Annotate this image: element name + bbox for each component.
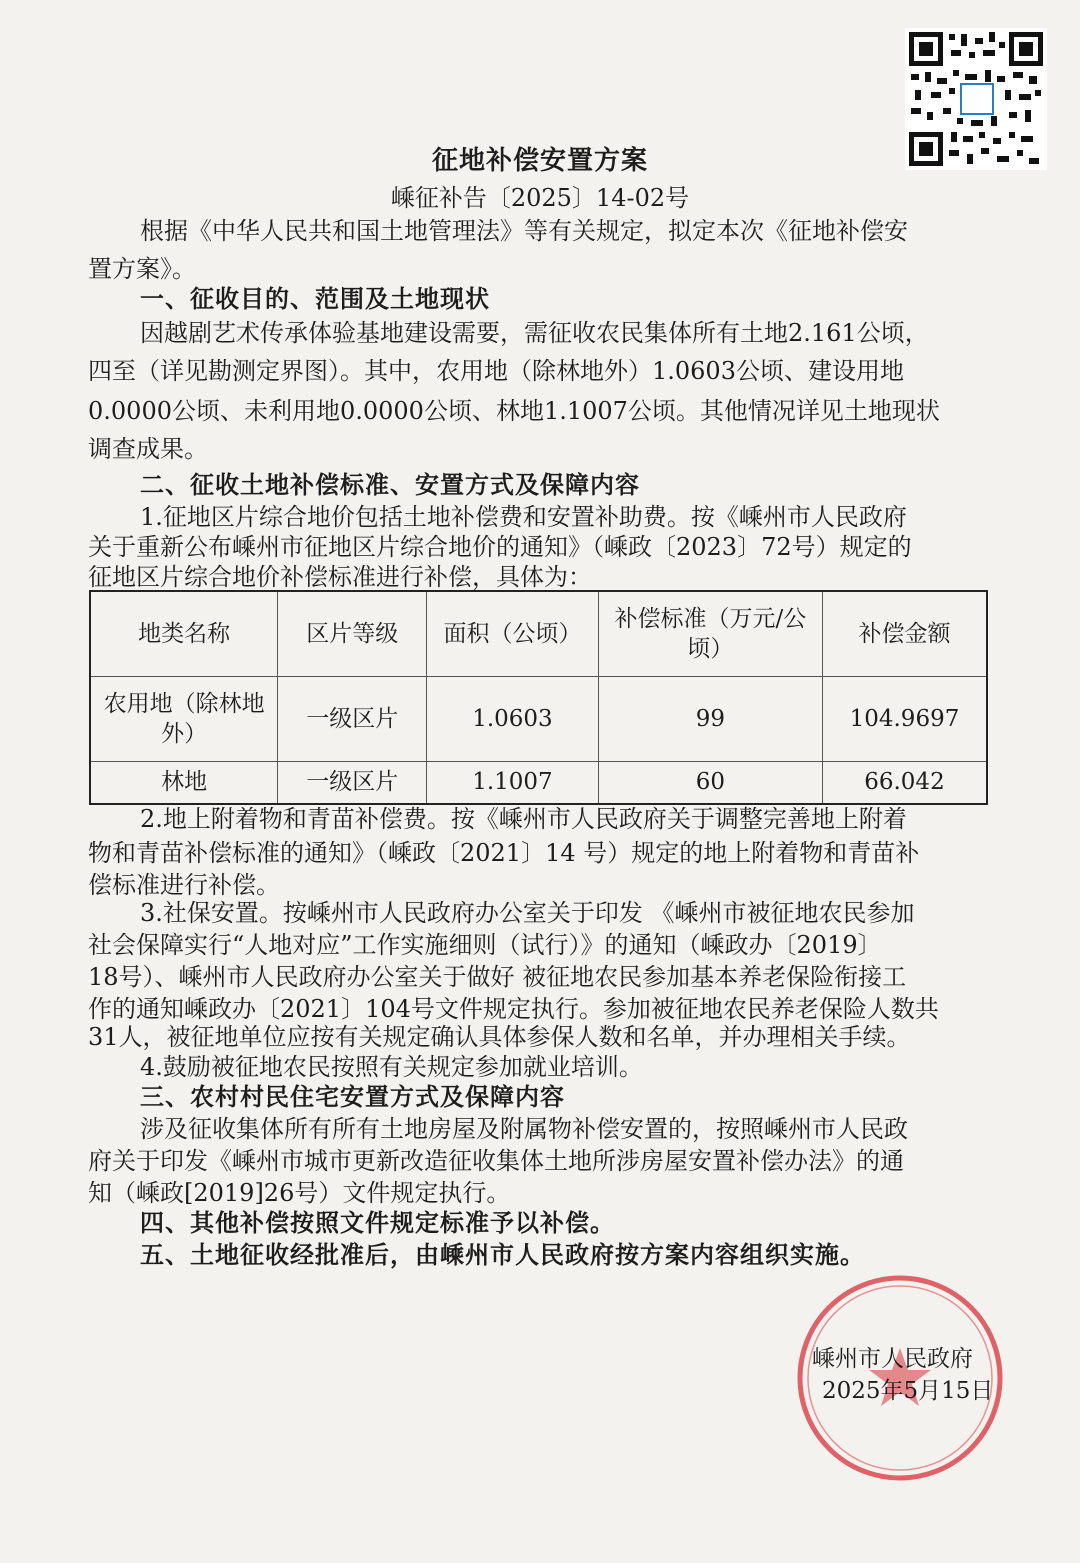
body-line: 关于重新公布嵊州市征地区片综合地价的通知》（嵊政〔2023〕72号）规定的 bbox=[88, 533, 912, 561]
body-line: 偿标准进行补偿。 bbox=[88, 871, 280, 899]
table-row bbox=[90, 761, 987, 804]
body-line: 0.0000公顷、未利用地0.0000公顷、林地1.1007公顷。其他情况详见土地现状 bbox=[88, 397, 940, 425]
table-cell: 1.0603 bbox=[427, 676, 599, 761]
body-line: 调查成果。 bbox=[88, 435, 208, 463]
document-number: 嵊征补告〔2025〕14-02号 bbox=[390, 184, 690, 212]
table-row bbox=[90, 676, 987, 761]
table-cell: 林地 bbox=[90, 761, 278, 804]
body-line: 府关于印发《嵊州市城市更新改造征收集体土地所涉房屋安置补偿办法》的通 bbox=[88, 1147, 904, 1175]
body-line: 物和青苗补偿标准的通知》（嵊政〔2021〕14 号）规定的地上附着物和青苗补 bbox=[88, 839, 920, 867]
table-header-row bbox=[90, 591, 987, 676]
table-cell: 66.042 bbox=[822, 761, 987, 804]
section-heading: 二、征收土地补偿标准、安置方式及保障内容 bbox=[140, 470, 640, 499]
body-line: 知（嵊政[2019]26号）文件规定执行。 bbox=[88, 1179, 511, 1207]
body-line: 四至（详见勘测定界图）。其中，农用地（除林地外）1.0603公顷、建设用地 bbox=[88, 357, 904, 385]
table-header-cell: 区片等级 bbox=[278, 591, 427, 676]
section-heading: 四、其他补偿按照文件规定标准予以补偿。 bbox=[140, 1208, 615, 1237]
table-cell: 1.1007 bbox=[427, 761, 599, 804]
body-line: 社会保障实行“人地对应”工作实施细则（试行）》的通知（嵊政办〔2019〕 bbox=[88, 931, 882, 959]
table-header-cell: 补偿金额 bbox=[822, 591, 987, 676]
body-line: 因越剧艺术传承体验基地建设需要，需征收农民集体所有土地2.161公顷， bbox=[140, 319, 929, 347]
section-heading: 一、征收目的、范围及土地现状 bbox=[140, 284, 490, 313]
table-header-cell: 补偿标准（万元/公顷） bbox=[598, 591, 822, 676]
table-header-cell: 面积（公顷） bbox=[427, 591, 599, 676]
issue-date: 2025年5月15日 bbox=[822, 1378, 994, 1404]
body-line: 置方案》。 bbox=[88, 255, 196, 283]
body-line: 作的通知嵊政办〔2021〕104号文件规定执行。参加被征地农民养老保险人数共 bbox=[88, 995, 939, 1023]
document-title: 征地补偿安置方案 bbox=[431, 146, 648, 176]
body-line: 2.地上附着物和青苗补偿费。按《嵊州市人民政府关于调整完善地上附着 bbox=[140, 805, 907, 833]
body-line: 4.鼓励被征地农民按照有关规定参加就业培训。 bbox=[140, 1053, 643, 1081]
body-line: 根据《中华人民共和国土地管理法》等有关规定，拟定本次《征地补偿安 bbox=[140, 217, 908, 245]
table-cell: 一级区片 bbox=[278, 676, 427, 761]
table-header-cell: 地类名称 bbox=[90, 591, 278, 676]
table-cell: 99 bbox=[598, 676, 822, 761]
body-line: 征地区片综合地价补偿标准进行补偿，具体为： bbox=[88, 563, 592, 591]
compensation-table bbox=[89, 590, 988, 805]
table-cell: 农用地（除林地外） bbox=[90, 676, 278, 761]
table-cell: 104.9697 bbox=[822, 676, 987, 761]
body-line: 1.征地区片综合地价包括土地补偿费和安置补助费。按《嵊州市人民政府 bbox=[140, 503, 907, 531]
body-line: 18号）、嵊州市人民政府办公室关于做好 被征地农民参加基本养老保险衔接工 bbox=[88, 963, 907, 991]
table-cell: 60 bbox=[598, 761, 822, 804]
body-line: 3.社保安置。按嵊州市人民政府办公室关于印发 《嵊州市被征地农民参加 bbox=[140, 899, 915, 927]
section-heading: 五、土地征收经批准后，由嵊州市人民政府按方案内容组织实施。 bbox=[140, 1240, 865, 1269]
body-line: 31人，被征地单位应按有关规定确认具体参保人数和名单，并办理相关手续。 bbox=[88, 1023, 911, 1051]
issuer-name: 嵊州市人民政府 bbox=[812, 1346, 973, 1372]
table-cell: 一级区片 bbox=[278, 761, 427, 804]
body-line: 涉及征收集体所有所有土地房屋及附属物补偿安置的，按照嵊州市人民政 bbox=[140, 1115, 908, 1143]
section-heading: 三、农村村民住宅安置方式及保障内容 bbox=[140, 1082, 565, 1111]
